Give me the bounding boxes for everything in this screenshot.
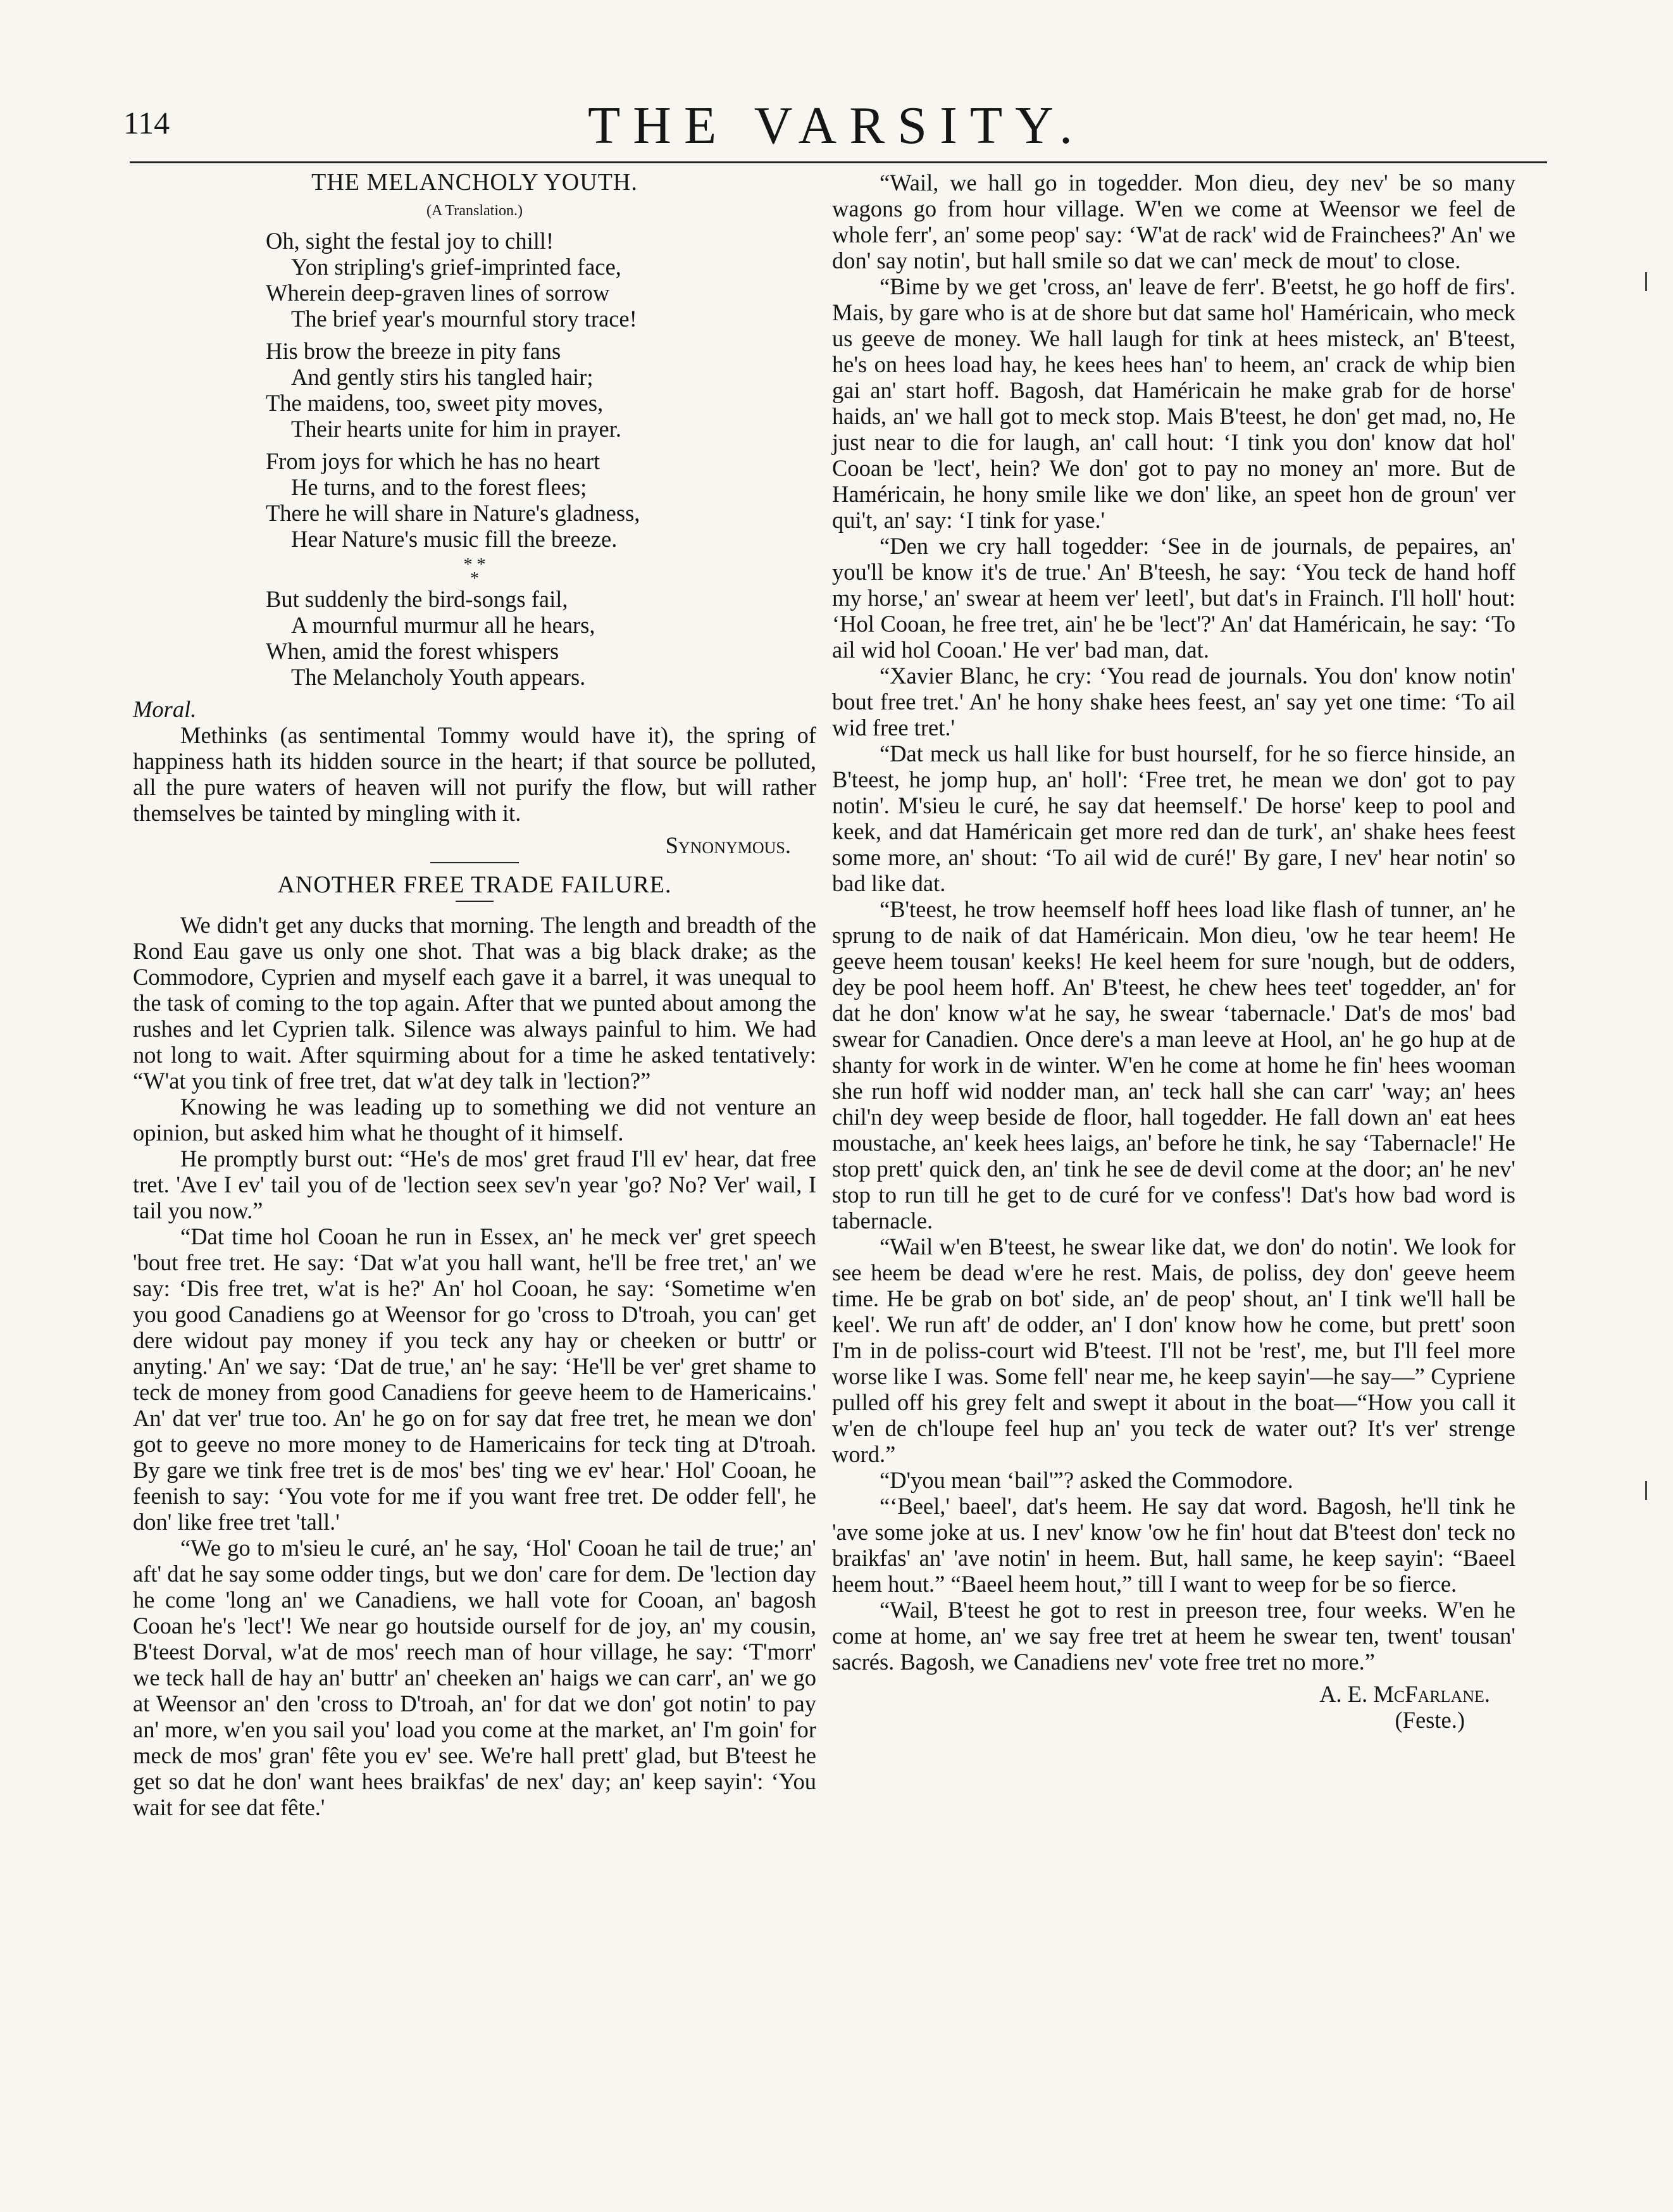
- poem-line: And gently stirs his tangled hair;: [291, 364, 594, 390]
- poem-line: His brow the breeze in pity fans: [266, 338, 561, 364]
- story-paragraph: “Dat meck us hall like for bust hourself, for he so fierce hinside, an B'teest, he jomp hup, an' holl': ‘Free tret, he mean we don' got to pay notin'. M'sieu le curé, he say dat heemself.' De horse' keep to pool and keek, and dat Haméricain get more red dan de turk', an' shake hees feest some more, an' shout: ‘To ail wid de curé!' By gare, I nev' hear notin' so bad like dat.: [832, 740, 1515, 896]
- poem-line: Yon stripling's grief-imprinted face,: [291, 254, 621, 280]
- masthead-rule: [130, 161, 1547, 163]
- story-paragraph: “We go to m'sieu le curé, an' he say, ‘Hol' Cooan he tail de true;' an' aft' dat he say some odder tings, but we don' care for dem. De 'lection day he come 'long an' we Canadiens, we hall vote for Cooan, an' bagosh Cooan he's 'lect'! We near go houtside ourself for de joy, an' my cousin, B'teest Dorval, w'at de mos' reech man of hour village, he say: ‘T'morr' we teck hall de hay an' buttr' an' cheeken an' haigs we can carr', an' we go at Weensor an' den 'cross to D'troah, an' for dat we don' got notin' to pay an' more, w'en you sail you' load you come at the market, an' I'm goin' for meck de mos' gran' fête you ev' see. We're hall prett' glad, but B'teest he get so dat he don' want hees braikfas' de nex' day; an' keep sayin': ‘You wait for see dat fête.': [133, 1535, 816, 1820]
- story-paragraph: “Xavier Blanc, he cry: ‘You read de journals. You don' know notin' bout free tret.' An' he hony shake hees feest, an' say yet one time: ‘To ail wid free tret.': [832, 663, 1515, 740]
- poem-stanza: [266, 338, 816, 442]
- story-body-right: [832, 170, 1515, 1675]
- story-paragraph: “B'teest, he trow heemself hoff hees load like flash of tunner, an' he sprung to de naik of dat Haméricain. Mon dieu, 'ow he tear heem! He geeve heem tousan' keeks! He keel heem for sure 'nough, but de odders, dey be pool heem hoff. An' B'teest, he chew hees teet' togedder, an' for dat he don' know w'at he say, he swear ‘tabernacle.' Dat's de mos' bad swear for Canadien. Once dere's a man leeve at Hool, an' he go hup at de shanty for work in de winter. W'en he come at home he fin' hees wooman she run hoff wid nodder man, an' teck hall she can carr' 'way; an' hees chil'n dey weep beside de floor, hall togedder. He fall down an' eat hees moustache, an' keek hees laigs, an' before he tink, he say ‘Tabernacle!' He stop prett' quick den, an' tink he see de devil come at the door; an' he nev' stop to run till he get to de curé for ve confess'! Dat's how bad word is tabernacle.: [832, 896, 1515, 1234]
- poem-line: A mournful murmur all he hears,: [291, 612, 595, 638]
- poem-line: The Melancholy Youth appears.: [291, 664, 586, 690]
- poem-line: From joys for which he has no heart: [266, 448, 600, 474]
- poem-line: Hear Nature's music fill the breeze.: [291, 526, 618, 552]
- story-paragraph: “‘Beel,' baeel', dat's heem. He say dat word. Bagosh, he'll tink he 'ave some joke at us. I nev' know 'ow he fin' hout dat B'teest don' teck no braikfas' an' 'ave notin' in heem. But, hall same, he keep sayin': “Baeel heem hout.” “Baeel heem hout,” till I want to weep for be so fierce.: [832, 1493, 1515, 1597]
- page-number: 114: [123, 105, 170, 141]
- poem-stanza: [266, 448, 816, 552]
- section-divider: [430, 862, 519, 863]
- story-paragraph: He promptly burst out: “He's de mos' gret fraud I'll ev' hear, dat free tret. 'Ave I ev' tail you of de 'lection seex sev'n year 'go? No? Ver' wail, I tail you now.”: [133, 1146, 816, 1223]
- story-paragraph: “Wail w'en B'teest, he swear like dat, we don' do notin'. We look for see heem be dead w'ere he rest. Mais, de poliss, dey don' geeve heem time. He be grab on bot' side, an' de peop' shout, an' I tink we'll hall be keel'. We run aft' de odder, an' I don' know how he come, but prett' soon I'm in de poliss-court wid B'teest. I'll not be 'rest', me, but I'll feel more worse like I was. Some fell' near me, he keep sayin'—he say—” Cypriene pulled off his grey felt and swept it about in the boat—“How you call it w'en de ch'loupe feel hup an' you teck de water out? It's ver' strenge word.”: [832, 1234, 1515, 1467]
- story-paragraph: “Den we cry hall togedder: ‘See in de journals, de pepaires, an' you'll be know it's de true.' An' B'teesh, he say: ‘You teck de hand hoff my horse,' an' swear at heem ver' leetl', but dat's in Frainch. I'll holl' hout: ‘Hol Cooan, he free tret, ain' he be 'lect'?' An' dat Haméricain, he say: ‘To ail wid hol Cooan.' He ver' bad man, dat.: [832, 533, 1515, 663]
- story-paragraph: “Dat time hol Cooan he run in Essex, an' he meck ver' gret speech 'bout free tret. He say: ‘Dat w'at you hall want, he'll be free tret,' an' we say: ‘Dis free tret, w'at is he?' An' hol Cooan, he say: ‘Sometime w'en you good Canadiens go at Weensor for go 'cross to D'troah, you can' get dere widout pay money if you teck any hay or cheeken or buttr' or anyting.' An' we say: ‘Dat de true,' an' he say: ‘He'll be ver' gret shame to teck de money from good Canadiens for geeve heem to de Hamericains.' An' dat ver' true too. An' he go on for say dat free tret, he mean we don' got to geeve no more money to de Hamericains for teck ting at D'troah. By gare we tink free tret is de mos' bes' ting we ev' hear.' Hol' Cooan, he feenish to say: ‘You vote for me if you want free tret. De odder fell', he don' like free tret 'tall.': [133, 1223, 816, 1535]
- poem-line: There he will share in Nature's gladness,: [266, 500, 640, 526]
- poem-line: When, amid the forest whispers: [266, 638, 559, 664]
- poem-subtitle: (A Translation.): [426, 203, 523, 219]
- right-column: [832, 170, 1515, 1733]
- moral-label: Moral.: [133, 696, 197, 722]
- story-paragraph: “Wail, we hall go in togedder. Mon dieu, dey nev' be so many wagons go from hour village. W'en we come at Weensor we feel de whole ferr', an' some peop' say: ‘W'at de rack' wid de Frainchees?' An' we don' say notin', but hall smile so dat we can' meck de mout' to close.: [832, 170, 1515, 273]
- poem-line: But suddenly the bird-songs fail,: [266, 586, 568, 612]
- story-paragraph: “Wail, B'teest he got to rest in preeson tree, four weeks. W'en he come at home, an' we say free tret at heem he swear ten, twent' tousan' sacrés. Bagosh, we Canadiens nev' vote free tret no more.”: [832, 1597, 1515, 1675]
- margin-mark: [1645, 1481, 1647, 1500]
- stanza-break-asterism: * * *: [463, 555, 486, 589]
- poem-signature: Synonymous.: [665, 832, 791, 858]
- story-title: ANOTHER FREE TRADE FAILURE.: [277, 872, 672, 898]
- story-paragraph: We didn't get any ducks that morning. The length and breadth of the Rond Eau gave us only one shot. That was a big black drake; as the Commodore, Cyprien and myself each gave it a barrel, it was unequal to the task of coming to the top again. After that we punted about among the rushes and let Cyprien talk. Silence was always painful to him. We had not long to wait. After squirming about for a time he asked tentatively: “W'at you tink of free tret, dat w'at dey talk in 'lection?”: [133, 912, 816, 1094]
- poem-stanza: [266, 586, 816, 690]
- story-title-rule: [456, 901, 494, 902]
- margin-mark: [1645, 272, 1647, 291]
- story-author: A. E. McFarlane.: [1319, 1681, 1490, 1707]
- poem-stanza: [266, 228, 816, 332]
- story-body-left: [133, 912, 816, 1820]
- poem-line: Their hearts unite for him in prayer.: [291, 416, 621, 442]
- story-pseudonym: (Feste.): [1395, 1707, 1465, 1733]
- story-paragraph: “D'you mean ‘bail'”? asked the Commodore.: [880, 1467, 1293, 1493]
- moral-text: Methinks (as sentimental Tommy would have it), the spring of happiness hath its hidden source in the heart; if that source be polluted, all the pure waters of heaven will not purify the flow, but will rather themselves be tainted by mingling with it.: [133, 722, 816, 826]
- poem-line: Oh, sight the festal joy to chill!: [266, 228, 554, 254]
- poem-line: The brief year's mournful story trace!: [291, 306, 637, 332]
- poem-body: [133, 228, 816, 690]
- story-paragraph: “Bime by we get 'cross, an' leave de ferr'. B'eetst, he go hoff de firs'. Mais, by gare who is at de shore but dat same hol' Haméricain, who meck us geeve de money. We hall laugh for tink at hees misteck, an' B'teest, he's on hees load hay, he kees hees han' to heem, an' crack de whip bien gai an' start hoff. Bagosh, dat Haméricain he make grab for de horse' haids, an' we hall got to meck stop. Mais B'teest, he don' get mad, no, He just near to die for laugh, an' call hout: ‘I tink you don' know dat hol' Cooan be 'lect', hein? We don' got to pay no money an' more. But de Haméricain, he hony smile like we don' like, an speet hon de groun' ver qui't, an' say: ‘I tink for yase.': [832, 273, 1515, 533]
- poem-line: The maidens, too, sweet pity moves,: [266, 390, 604, 416]
- left-column: [133, 170, 816, 1820]
- poem-title: THE MELANCHOLY YOUTH.: [311, 169, 638, 196]
- masthead: THE VARSITY.: [587, 96, 1086, 155]
- story-paragraph: Knowing he was leading up to something we did not venture an opinion, but asked him what he thought of it himself.: [133, 1094, 816, 1146]
- poem-line: He turns, and to the forest flees;: [291, 474, 587, 500]
- poem-line: Wherein deep-graven lines of sorrow: [266, 280, 610, 306]
